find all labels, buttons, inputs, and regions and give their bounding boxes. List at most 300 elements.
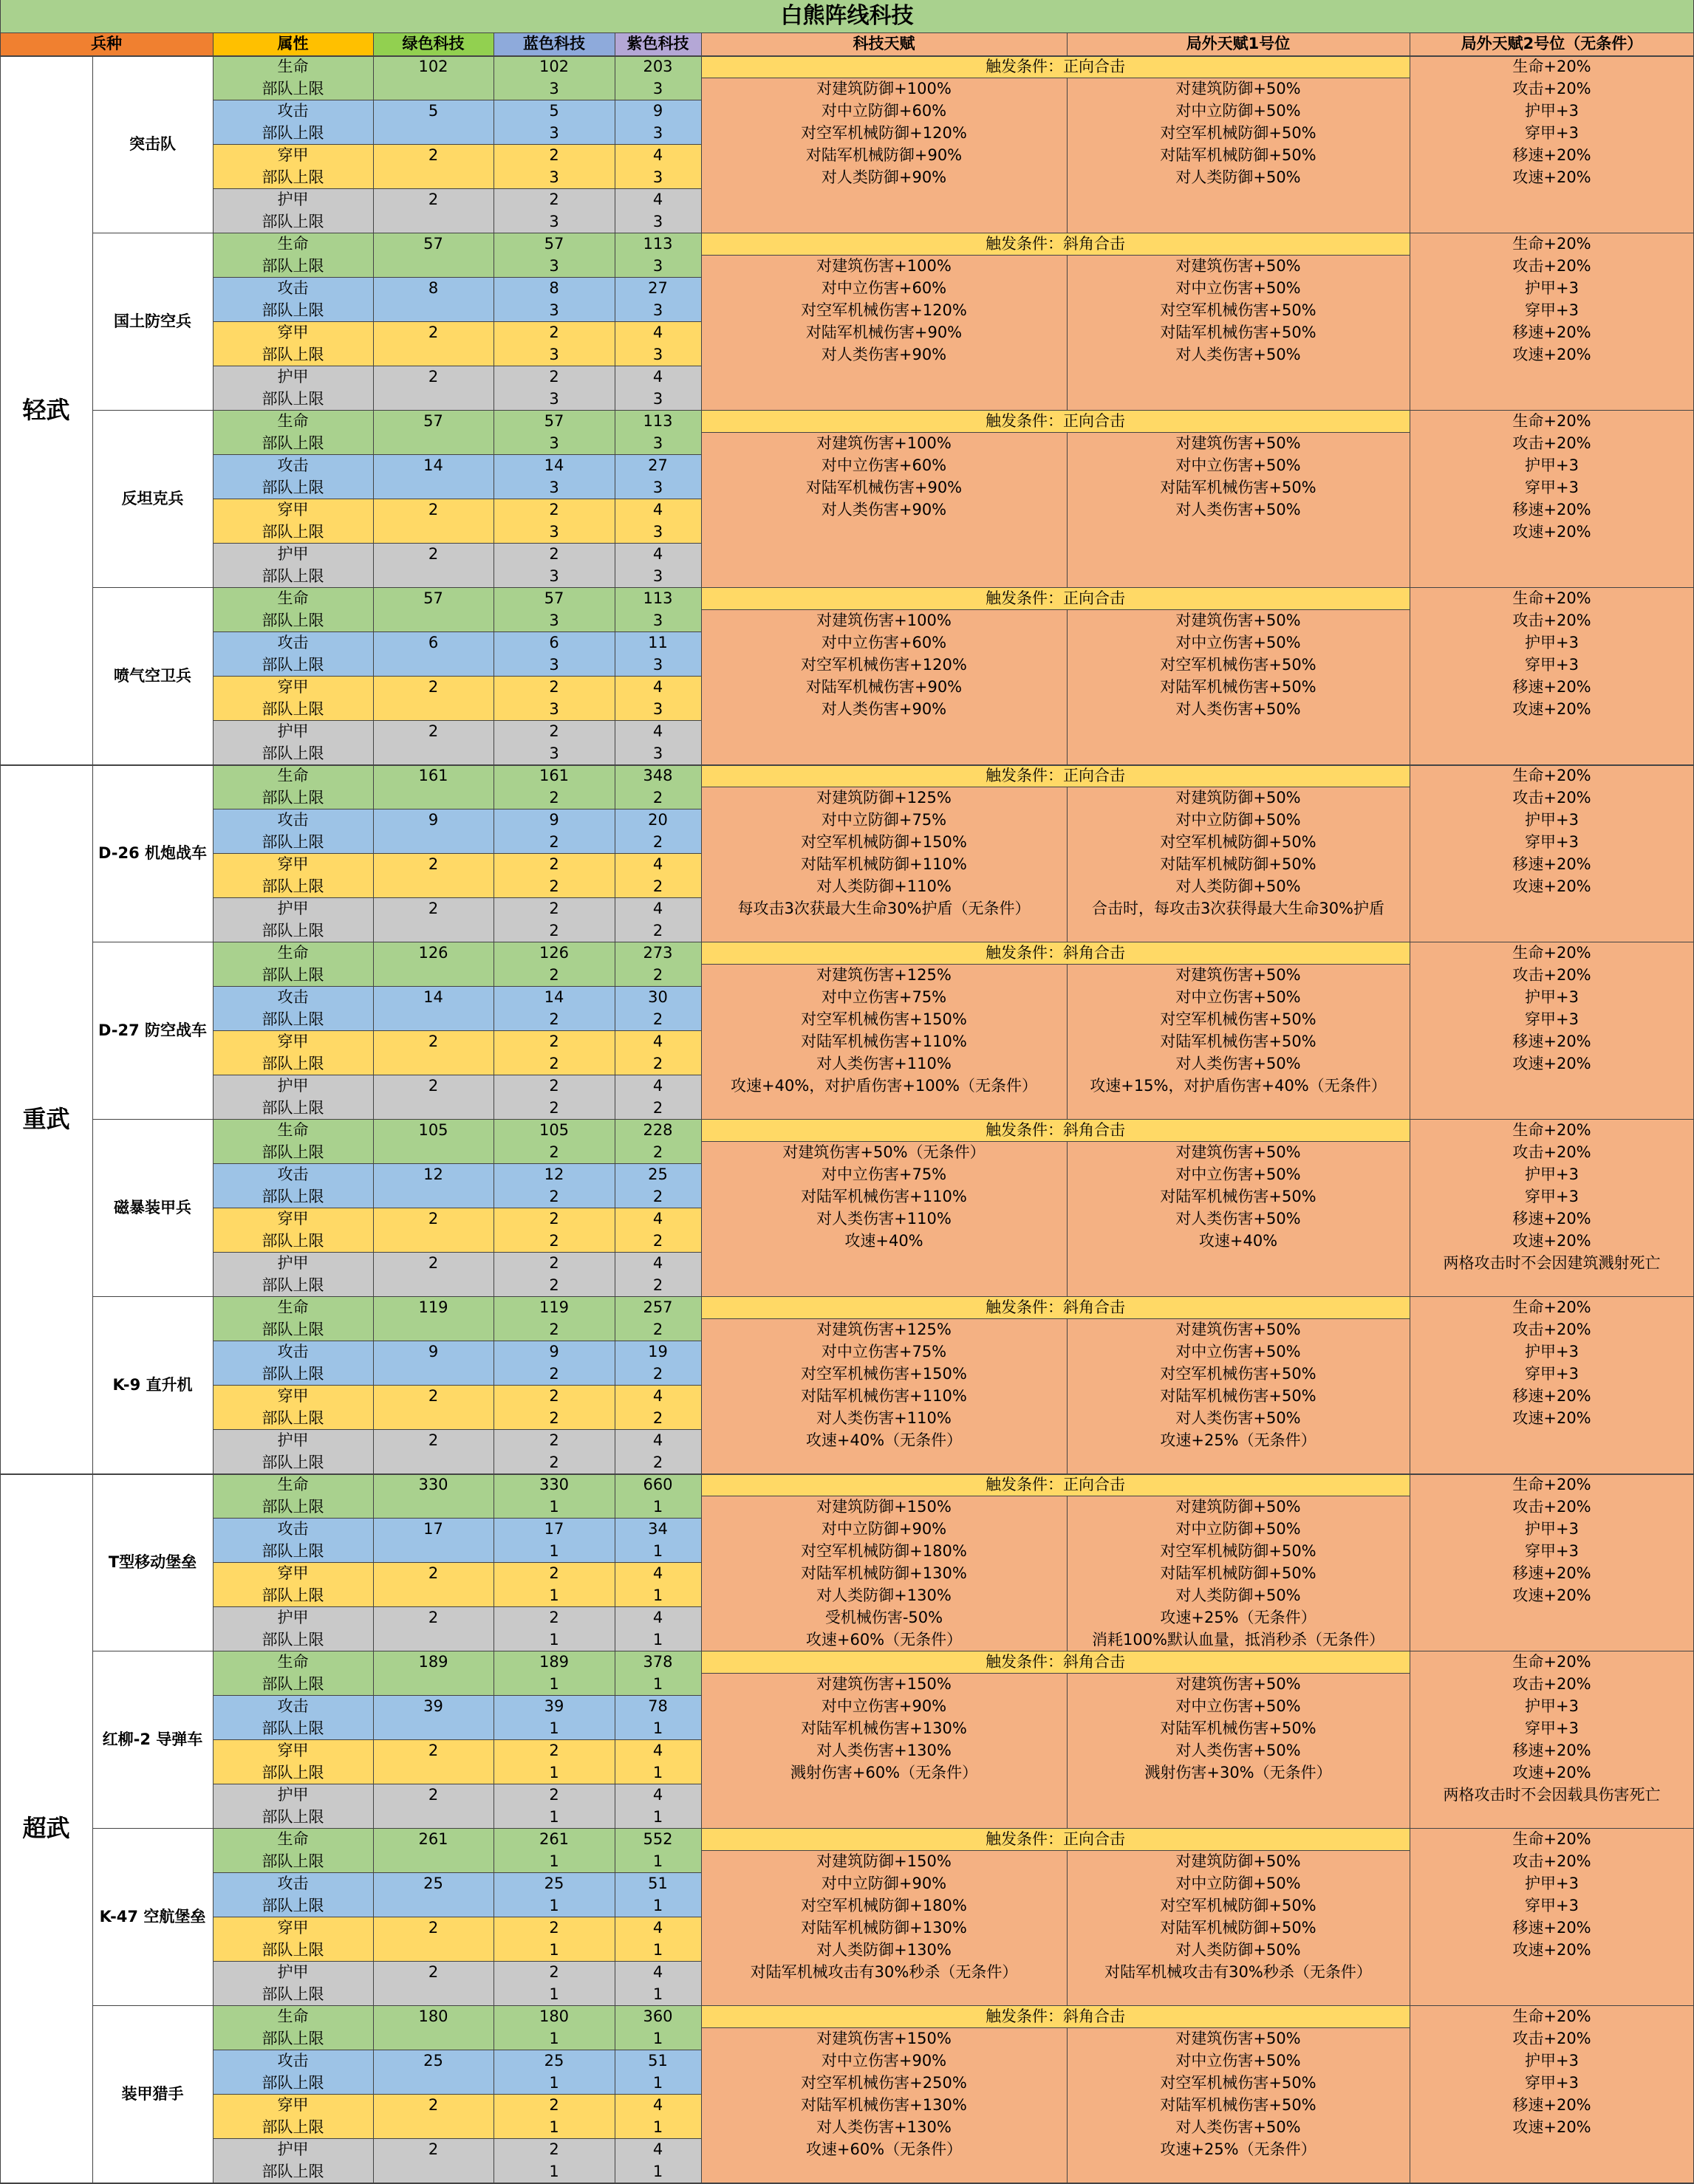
tech-value-pierce-blue: 2 [493,321,615,343]
tech-value-pierce-green: 2 [373,1030,493,1052]
talent-line: 对陆军机械伤害+50% [1160,2096,1316,2114]
attr-label-attack: 攻击 [213,1695,373,1717]
talent-line: 对中立伤害+90% [821,1697,947,1715]
attr-label-limit: 部队上限 [213,1496,373,1518]
tech-value-hp-purple: 113 [615,587,701,609]
talent-line: 攻速+25%（无条件） [1160,1609,1316,1626]
talent-line: 对中立伤害+60% [821,634,947,651]
tech-value-attack-blue: 9 [493,809,615,831]
attr-label-limit: 部队上限 [213,2116,373,2138]
talent-line: 攻速+20% [1512,1586,1591,1604]
tech-value-limit-blue: 2 [493,1318,615,1341]
tech-value-limit-blue: 1 [493,1584,615,1606]
unit-name: 突击队 [92,55,213,233]
unit-name: K-47 空航堡垒 [92,1828,213,2005]
unit-name: D-27 防空战车 [92,942,213,1119]
tech-value-limit-blue: 3 [493,698,615,720]
category-2-name: 超武 [0,1473,92,2183]
tech-value-limit-blue: 2 [493,1052,615,1075]
header-attribute: 属性 [213,32,373,55]
tech-value-hp-purple: 660 [615,1473,701,1496]
attr-label-limit: 部队上限 [213,255,373,277]
talent-line: 对建筑伤害+50% [1175,1321,1301,1338]
attr-label-hp: 生命 [213,764,373,787]
tech-talent-list [701,609,1067,764]
header-unit-type: 兵种 [0,32,213,55]
tech-value-limit-purple: 3 [615,210,701,233]
talent-line: 攻速+60%（无条件） [805,1631,963,1649]
attr-label-limit: 部队上限 [213,388,373,410]
talent-line: 对空军机械防御+50% [1160,1897,1316,1914]
tech-value-hp-purple: 257 [615,1296,701,1318]
tech-value-armor-blue: 2 [493,188,615,210]
talent-line: 对建筑伤害+100% [816,612,952,629]
outer-talent-1-list [1067,255,1410,410]
talent-line: 对空军机械伤害+150% [801,1365,967,1383]
talent-line: 对中立伤害+50% [1175,634,1301,651]
tech-value-limit-purple: 2 [615,1274,701,1296]
tech-value-pierce-blue: 2 [493,1562,615,1584]
tech-value-limit-green [373,1318,493,1341]
outer-talent-2-list [1410,1473,1694,1651]
tech-value-limit-green [373,1274,493,1296]
tech-value-limit-blue: 2 [493,964,615,986]
tech-value-limit-blue: 1 [493,1850,615,1872]
talent-line: 对人类伤害+50% [1175,700,1301,718]
tech-value-limit-green [373,1717,493,1739]
talent-line: 对空军机械伤害+120% [801,301,967,319]
talent-line: 对建筑伤害+50% [1175,434,1301,452]
attr-label-armor: 护甲 [213,897,373,920]
tech-talent-list [701,1318,1067,1473]
tech-value-attack-green: 14 [373,454,493,476]
talent-line: 对空军机械防御+50% [1160,833,1316,851]
talent-line: 攻速+25%（无条件） [1160,2140,1316,2158]
talent-line: 对中立伤害+75% [821,988,947,1006]
tech-value-limit-blue: 2 [493,1451,615,1473]
tech-value-hp-purple: 203 [615,55,701,78]
tech-value-pierce-green: 2 [373,1739,493,1762]
attr-label-limit: 部队上限 [213,1850,373,1872]
attr-label-attack: 攻击 [213,986,373,1008]
talent-line: 护甲+3 [1525,1520,1579,1538]
tech-value-limit-green [373,166,493,188]
attr-label-limit: 部队上限 [213,1939,373,1961]
attr-label-attack: 攻击 [213,1163,373,1185]
attr-label-limit: 部队上限 [213,1629,373,1651]
tech-value-limit-blue: 3 [493,521,615,543]
talent-line: 对人类伤害+50% [1175,501,1301,518]
tech-value-limit-blue: 3 [493,565,615,587]
talent-line: 对中立伤害+50% [1175,279,1301,297]
tech-value-pierce-purple: 4 [615,676,701,698]
tech-value-hp-purple: 378 [615,1651,701,1673]
tech-value-limit-green [373,343,493,366]
talent-line: 生命+20% [1512,412,1591,430]
tech-value-hp-purple: 228 [615,1119,701,1141]
talent-line: 对建筑防御+50% [1175,80,1301,97]
talent-line: 对建筑防御+50% [1175,1498,1301,1516]
talent-line: 消耗100%默认血量，抵消秒杀（无条件） [1091,1631,1385,1649]
tech-value-limit-green [373,1540,493,1562]
talent-line: 对陆军机械伤害+90% [805,479,963,496]
talent-line: 对建筑防御+125% [816,789,952,807]
talent-line: 移速+20% [1512,324,1591,341]
tech-value-limit-blue: 3 [493,255,615,277]
tech-value-limit-green [373,388,493,410]
talent-line: 对建筑防御+50% [1175,1852,1301,1870]
tech-value-armor-green: 2 [373,1961,493,1983]
tech-value-armor-purple: 4 [615,188,701,210]
talent-line: 攻速+20% [1512,523,1591,541]
tech-value-attack-purple: 78 [615,1695,701,1717]
tech-value-hp-purple: 552 [615,1828,701,1850]
talent-line: 攻速+40% [844,1232,923,1250]
tech-value-limit-green [373,698,493,720]
attr-label-armor: 护甲 [213,1429,373,1451]
attr-label-limit: 部队上限 [213,1806,373,1828]
talent-line: 对人类伤害+50% [1175,2118,1301,2136]
talent-line: 对空军机械伤害+50% [1160,301,1316,319]
attr-label-pierce: 穿甲 [213,499,373,521]
tech-value-armor-blue: 2 [493,2138,615,2160]
tech-value-attack-blue: 14 [493,986,615,1008]
talent-line: 攻速+40% [1198,1232,1278,1250]
tech-talent-list [701,964,1067,1119]
tech-value-limit-blue: 3 [493,343,615,366]
tech-value-armor-purple: 4 [615,1961,701,1983]
tech-value-limit-blue: 1 [493,1496,615,1518]
talent-line: 攻击+20% [1512,966,1591,984]
talent-line: 对陆军机械防御+110% [801,855,967,873]
tech-value-hp-purple: 273 [615,942,701,964]
talent-line: 受机械伤害-50% [824,1609,943,1626]
tech-value-pierce-blue: 2 [493,144,615,166]
talent-line: 生命+20% [1512,1653,1591,1671]
talent-line: 穿甲+3 [1525,1542,1579,1560]
talent-line: 穿甲+3 [1525,1897,1579,1914]
tech-value-limit-purple: 1 [615,1717,701,1739]
tech-value-attack-green: 9 [373,1341,493,1363]
tech-value-pierce-blue: 2 [493,2094,615,2116]
talent-line: 溅射伤害+30%（无条件） [1144,1764,1332,1781]
talent-line: 对中立防御+90% [821,1520,947,1538]
attr-label-armor: 护甲 [213,1606,373,1629]
tech-value-limit-purple: 1 [615,1540,701,1562]
tech-value-hp-green: 161 [373,764,493,787]
attr-label-pierce: 穿甲 [213,1562,373,1584]
talent-line: 护甲+3 [1525,1875,1579,1892]
tech-value-limit-purple: 2 [615,1008,701,1030]
tech-value-hp-green: 57 [373,587,493,609]
tech-value-limit-green [373,1185,493,1208]
tech-value-attack-green: 6 [373,631,493,654]
tech-value-limit-purple: 3 [615,78,701,100]
attr-label-limit: 部队上限 [213,166,373,188]
talent-line: 对中立伤害+50% [1175,1165,1301,1183]
tech-value-limit-green [373,2027,493,2050]
unit-name: 反坦克兵 [92,410,213,587]
tech-value-limit-purple: 1 [615,1629,701,1651]
talent-line: 对人类防御+130% [816,1941,952,1959]
tech-value-limit-green [373,1983,493,2005]
trigger-condition: 触发条件：斜角合击 [701,942,1410,964]
tech-value-attack-green: 25 [373,2050,493,2072]
talent-line: 攻速+40%（无条件） [805,1431,963,1449]
talent-line: 对陆军机械伤害+130% [801,1719,967,1737]
tech-value-pierce-blue: 2 [493,853,615,875]
outer-talent-2-list [1410,1296,1694,1473]
tech-value-limit-purple: 2 [615,1185,701,1208]
tech-value-pierce-green: 2 [373,1385,493,1407]
talent-line: 生命+20% [1512,1298,1591,1316]
talent-line: 穿甲+3 [1525,1719,1579,1737]
tech-value-limit-green [373,1673,493,1695]
unit-name: D-26 机炮战车 [92,764,213,942]
tech-value-limit-blue: 1 [493,1673,615,1695]
talent-line: 对中立伤害+50% [1175,988,1301,1006]
attr-label-hp: 生命 [213,410,373,432]
talent-line: 对人类伤害+110% [816,1409,952,1427]
tech-value-limit-blue: 1 [493,2116,615,2138]
talent-line: 对建筑伤害+100% [816,434,952,452]
tech-value-limit-green [373,432,493,454]
tech-value-pierce-blue: 2 [493,499,615,521]
tech-talent-list [701,2027,1067,2183]
tech-value-attack-purple: 25 [615,1163,701,1185]
tech-value-armor-blue: 2 [493,1961,615,1983]
talent-line: 对中立伤害+50% [1175,1343,1301,1360]
tech-value-hp-green: 330 [373,1473,493,1496]
talent-line: 生命+20% [1512,767,1591,784]
unit-name: 磁暴装甲兵 [92,1119,213,1296]
tech-value-attack-blue: 12 [493,1163,615,1185]
tech-value-attack-green: 5 [373,100,493,122]
attr-label-pierce: 穿甲 [213,1917,373,1939]
talent-line: 对建筑伤害+50% [1175,2030,1301,2047]
attr-label-limit: 部队上限 [213,1894,373,1917]
attr-label-attack: 攻击 [213,631,373,654]
tech-value-hp-green: 180 [373,2005,493,2027]
attr-label-pierce: 穿甲 [213,2094,373,2116]
attr-label-hp: 生命 [213,233,373,255]
attr-label-attack: 攻击 [213,1518,373,1540]
tech-value-armor-blue: 2 [493,1429,615,1451]
attr-label-limit: 部队上限 [213,1185,373,1208]
attr-label-pierce: 穿甲 [213,676,373,698]
tech-value-pierce-purple: 4 [615,321,701,343]
tech-value-limit-green [373,565,493,587]
talent-line: 对建筑伤害+125% [816,1321,952,1338]
tech-value-limit-blue: 3 [493,210,615,233]
talent-line: 对人类伤害+50% [1175,1742,1301,1759]
tech-value-armor-green: 2 [373,1075,493,1097]
attr-label-limit: 部队上限 [213,1407,373,1429]
tech-value-limit-blue: 1 [493,1983,615,2005]
outer-talent-1-list [1067,964,1410,1119]
talent-line: 对人类伤害+50% [1175,1409,1301,1427]
attr-label-attack: 攻击 [213,100,373,122]
tech-value-hp-blue: 126 [493,942,615,964]
talent-line: 对空军机械伤害+120% [801,656,967,674]
attr-label-limit: 部队上限 [213,1762,373,1784]
tech-value-limit-purple: 2 [615,1318,701,1341]
attr-label-armor: 护甲 [213,2138,373,2160]
attr-label-limit: 部队上限 [213,1451,373,1473]
tech-value-limit-blue: 2 [493,1274,615,1296]
tech-value-hp-blue: 57 [493,587,615,609]
tech-value-limit-green [373,299,493,321]
tech-value-limit-green [373,964,493,986]
tech-talent-list [701,1673,1067,1828]
talent-line: 穿甲+3 [1525,656,1579,674]
tech-value-armor-green: 2 [373,1784,493,1806]
tech-value-limit-green [373,1584,493,1606]
tech-value-armor-blue: 2 [493,1784,615,1806]
tech-value-pierce-green: 2 [373,321,493,343]
outer-talent-1-list [1067,2027,1410,2183]
outer-talent-1-list [1067,432,1410,587]
tech-value-pierce-green: 2 [373,499,493,521]
tech-value-limit-purple: 1 [615,1983,701,2005]
tech-value-armor-green: 2 [373,543,493,565]
talent-line: 对空军机械伤害+250% [801,2074,967,2092]
talent-line: 对建筑伤害+50% [1175,966,1301,984]
talent-line: 攻速+20% [1512,700,1591,718]
tech-value-pierce-purple: 4 [615,499,701,521]
category-1-name: 重武 [0,764,92,1473]
attr-label-limit: 部队上限 [213,1097,373,1119]
talent-line: 攻击+20% [1512,434,1591,452]
tech-value-limit-blue: 1 [493,1762,615,1784]
talent-line: 对空军机械防御+150% [801,833,967,851]
tech-value-attack-blue: 8 [493,277,615,299]
talent-line: 对陆军机械防御+50% [1160,855,1316,873]
talent-line: 对空军机械防御+50% [1160,1542,1316,1560]
tech-value-limit-green [373,1008,493,1030]
attr-label-armor: 护甲 [213,720,373,742]
talent-line: 移速+20% [1512,1387,1591,1405]
tech-value-hp-purple: 113 [615,410,701,432]
talent-line: 对建筑伤害+150% [816,2030,952,2047]
tech-value-pierce-green: 2 [373,676,493,698]
talent-line: 对人类防御+90% [821,168,947,186]
talent-line: 攻速+15%，对护盾伤害+40%（无条件） [1090,1077,1387,1095]
tech-value-hp-purple: 348 [615,764,701,787]
header-blue-tech: 蓝色科技 [493,32,615,55]
tech-value-pierce-blue: 2 [493,1030,615,1052]
talent-line: 攻击+20% [1512,80,1591,97]
attr-label-pierce: 穿甲 [213,1030,373,1052]
attr-label-limit: 部队上限 [213,521,373,543]
tech-value-pierce-purple: 4 [615,1917,701,1939]
tech-value-limit-green [373,1230,493,1252]
talent-line: 对陆军机械防御+130% [801,1564,967,1582]
talent-line: 对中立伤害+60% [821,456,947,474]
tech-value-pierce-green: 2 [373,853,493,875]
unit-name: 装甲猎手 [92,2005,213,2183]
attr-label-attack: 攻击 [213,1872,373,1894]
attr-label-limit: 部队上限 [213,1673,373,1695]
trigger-condition: 触发条件：正向合击 [701,55,1410,78]
tech-value-limit-blue: 3 [493,476,615,499]
trigger-condition: 触发条件：斜角合击 [701,1119,1410,1141]
tech-value-limit-purple: 1 [615,1939,701,1961]
outer-talent-2-list [1410,410,1694,587]
talent-line: 对建筑伤害+50% [1175,1143,1301,1161]
tech-value-armor-purple: 4 [615,1784,701,1806]
talent-line: 对人类伤害+50% [1175,1055,1301,1072]
tech-value-pierce-blue: 2 [493,1739,615,1762]
tech-value-hp-blue: 57 [493,410,615,432]
tech-value-limit-green [373,122,493,144]
attr-label-limit: 部队上限 [213,1983,373,2005]
tech-value-hp-green: 189 [373,1651,493,1673]
talent-line: 护甲+3 [1525,279,1579,297]
tech-value-limit-blue: 2 [493,787,615,809]
talent-line: 对中立防御+75% [821,811,947,829]
outer-talent-2-list [1410,233,1694,410]
attr-label-limit: 部队上限 [213,343,373,366]
tech-value-limit-blue: 2 [493,1230,615,1252]
tech-value-limit-green [373,78,493,100]
talent-line: 攻击+20% [1512,1675,1591,1693]
tech-value-limit-purple: 3 [615,521,701,543]
tech-value-limit-purple: 2 [615,787,701,809]
talent-line: 对人类防御+50% [1175,1941,1301,1959]
talent-line: 对人类伤害+90% [821,501,947,518]
attr-label-hp: 生命 [213,942,373,964]
talent-line: 对中立伤害+50% [1175,456,1301,474]
talent-line: 对陆军机械伤害+110% [801,1188,967,1205]
outer-talent-2-list [1410,942,1694,1119]
tech-value-armor-purple: 4 [615,543,701,565]
tech-value-limit-blue: 2 [493,875,615,897]
tech-value-limit-green [373,609,493,631]
talent-line: 对陆军机械防御+130% [801,1919,967,1937]
attr-label-pierce: 穿甲 [213,1739,373,1762]
attr-label-hp: 生命 [213,2005,373,2027]
talent-line: 对空军机械防御+180% [801,1897,967,1914]
tech-value-limit-purple: 3 [615,388,701,410]
tech-value-armor-purple: 4 [615,897,701,920]
tech-value-limit-green [373,1141,493,1163]
tech-value-limit-blue: 2 [493,1185,615,1208]
talent-line: 对人类伤害+110% [816,1210,952,1228]
trigger-condition: 触发条件：斜角合击 [701,1296,1410,1318]
talent-line: 对人类伤害+90% [821,700,947,718]
talent-line: 护甲+3 [1525,1697,1579,1715]
talent-line: 护甲+3 [1525,1165,1579,1183]
tech-value-limit-green [373,875,493,897]
tech-value-attack-blue: 25 [493,2050,615,2072]
tech-value-armor-blue: 2 [493,366,615,388]
tech-talent-list [701,787,1067,942]
talent-line: 攻速+25%（无条件） [1160,1431,1316,1449]
tech-value-hp-green: 57 [373,410,493,432]
talent-line: 对中立防御+50% [1175,1520,1301,1538]
tech-value-limit-blue: 3 [493,122,615,144]
tech-value-limit-blue: 1 [493,1629,615,1651]
attr-label-limit: 部队上限 [213,787,373,809]
trigger-condition: 触发条件：斜角合击 [701,1651,1410,1673]
tech-value-attack-blue: 25 [493,1872,615,1894]
talent-line: 移速+20% [1512,146,1591,164]
tech-value-limit-green [373,210,493,233]
talent-line: 对中立伤害+75% [821,1165,947,1183]
tech-value-armor-blue: 2 [493,720,615,742]
tech-value-pierce-blue: 2 [493,1385,615,1407]
